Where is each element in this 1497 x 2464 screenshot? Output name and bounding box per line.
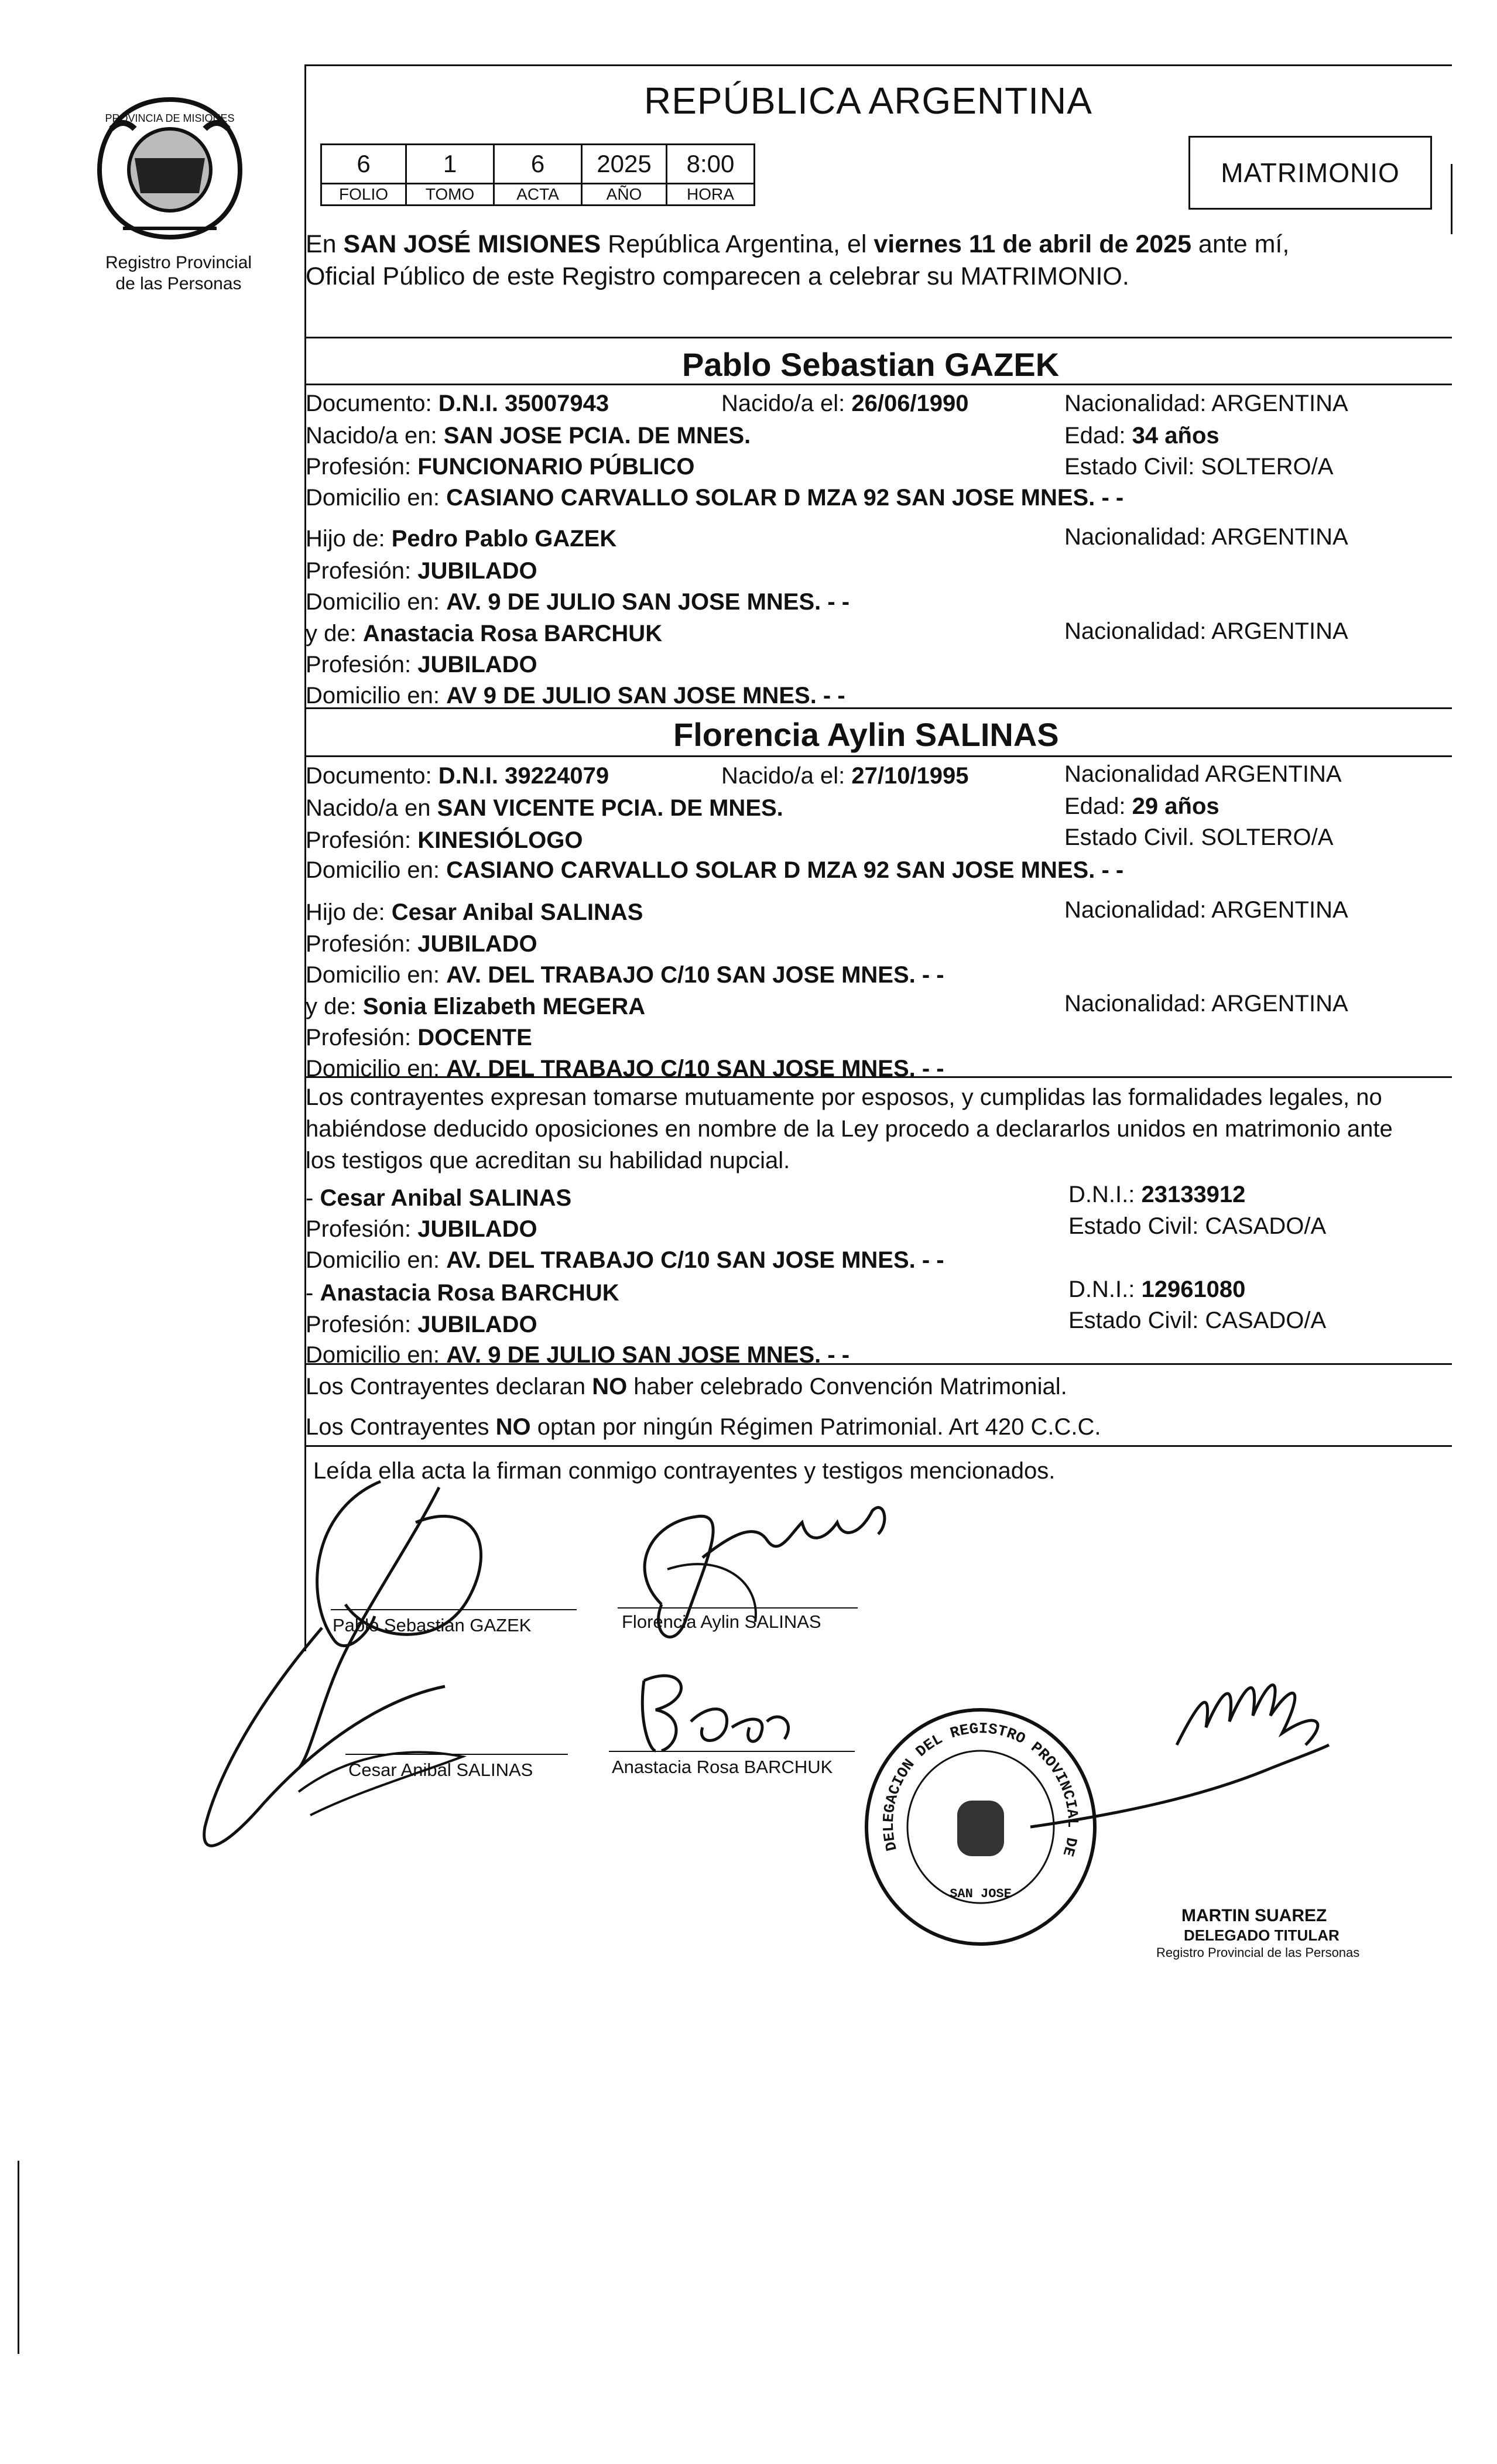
witness-2-civil-status: Estado Civil: CASADO/A — [1068, 1308, 1327, 1333]
bride-address: Domicilio en: CASIANO CARVALLO SOLAR D MZA 92 SAN JOSE MNES. - - — [306, 857, 1124, 883]
signature-caption-bride: Florencia Aylin SALINAS — [622, 1611, 821, 1632]
groom-name-underline — [304, 384, 1452, 385]
bride-father-nationality: Nacionalidad: ARGENTINA — [1064, 897, 1348, 923]
acta-value: 6 — [494, 145, 582, 184]
logo-caption-line2: de las Personas — [115, 274, 242, 293]
official-title: DELEGADO TITULAR — [1184, 1926, 1340, 1944]
groom-civil-status: Estado Civil: SOLTERO/A — [1064, 454, 1334, 480]
bride-mother-profession: Profesión: DOCENTE — [306, 1025, 532, 1050]
document-title: REPÚBLICA ARGENTINA — [644, 80, 1092, 122]
witness-1-address: Domicilio en: AV. DEL TRABAJO C/10 SAN JOSE MNES. - - — [306, 1247, 944, 1273]
year-label: AÑO — [582, 184, 667, 206]
bride-age: Edad: 29 años — [1064, 793, 1219, 819]
bride-name-underline — [304, 755, 1452, 757]
bride-document: Documento: D.N.I. 39224079 — [306, 763, 609, 789]
groom-nationality: Nacionalidad: ARGENTINA — [1064, 391, 1348, 416]
hour-label: HORA — [667, 184, 755, 206]
signature-witness2 — [632, 1663, 808, 1768]
folio-value: 6 — [321, 145, 406, 184]
groom-profession: Profesión: FUNCIONARIO PÚBLICO — [306, 454, 695, 480]
declaration-line-2: habiéndose deducido oposiciones en nombre de la Ley procedo a declararlos unidos en matrimonio ante — [306, 1116, 1393, 1142]
groom-mother-nationality: Nacionalidad: ARGENTINA — [1064, 618, 1348, 644]
witness-2-address: Domicilio en: AV. 9 DE JULIO SAN JOSE MNES. - - — [306, 1342, 850, 1368]
svg-text:SAN JOSE: SAN JOSE — [950, 1887, 1012, 1901]
official-org: Registro Provincial de las Personas — [1156, 1945, 1360, 1960]
witness-1-name: - Cesar Anibal SALINAS — [306, 1185, 572, 1211]
frame-right-border — [1451, 164, 1453, 234]
bride-mother-address: Domicilio en: AV. DEL TRABAJO C/10 SAN JOSE MNES. - - — [306, 1056, 944, 1082]
groom-address: Domicilio en: CASIANO CARVALLO SOLAR D MZA 92 SAN JOSE MNES. - - — [306, 485, 1124, 511]
bride-father: Hijo de: Cesar Anibal SALINAS — [306, 899, 643, 925]
bride-nationality: Nacionalidad ARGENTINA — [1064, 761, 1342, 787]
acta-reference-table — [320, 143, 755, 206]
witness-1-dni: D.N.I.: 23133912 — [1068, 1182, 1246, 1207]
groom-birth-date: Nacido/a el: 26/06/1990 — [721, 391, 969, 416]
bride-name: Florencia Aylin SALINAS — [673, 716, 1059, 753]
signature-groom — [193, 1464, 603, 1885]
declaration-line-1: Los contrayentes expresan tomarse mutuamente por esposos, y cumplidas las formalidades legales, no — [306, 1084, 1382, 1110]
witness-2-profession: Profesión: JUBILADO — [306, 1312, 537, 1337]
official-name: MARTIN SUAREZ — [1181, 1906, 1327, 1925]
groom-father-profession: Profesión: JUBILADO — [306, 558, 537, 584]
groom-father-nationality: Nacionalidad: ARGENTINA — [1064, 524, 1348, 550]
groom-name: Pablo Sebastian GAZEK — [682, 346, 1060, 383]
groom-father: Hijo de: Pedro Pablo GAZEK — [306, 526, 617, 552]
tomo-label: TOMO — [406, 184, 494, 206]
groom-document: Documento: D.N.I. 35007943 — [306, 391, 609, 416]
groom-birth-place: Nacido/a en: SAN JOSE PCIA. DE MNES. — [306, 423, 751, 449]
bride-birth-date: Nacido/a el: 27/10/1995 — [721, 763, 969, 789]
logo-caption-line1: Registro Provincial — [105, 253, 252, 272]
intro-line-2: Oficial Público de este Registro comparecen a celebrar su MATRIMONIO. — [306, 262, 1129, 290]
signature-bride — [615, 1487, 907, 1663]
divider-after-convention — [304, 1445, 1452, 1447]
bride-civil-status: Estado Civil. SOLTERO/A — [1064, 824, 1334, 850]
witness-1-profession: Profesión: JUBILADO — [306, 1216, 537, 1242]
bride-father-address: Domicilio en: AV. DEL TRABAJO C/10 SAN JOSE MNES. - - — [306, 962, 944, 988]
reading-line: Leída ella acta la firman conmigo contrayentes y testigos mencionados. — [313, 1458, 1056, 1484]
registry-stamp — [853, 1691, 1104, 1950]
intro-line-1: En SAN JOSÉ MISIONES República Argentina, el viernes 11 de abril de 2025 ante mí, — [306, 230, 1290, 258]
logo-seal-text: PROVINCIA DE MISIONES — [105, 112, 235, 124]
left-margin-mark — [18, 2161, 19, 2354]
witness-2-name: - Anastacia Rosa BARCHUK — [306, 1280, 619, 1306]
acta-label: ACTA — [494, 184, 582, 206]
act-type-box: MATRIMONIO — [1188, 136, 1432, 210]
witness-1-civil-status: Estado Civil: CASADO/A — [1068, 1213, 1327, 1239]
groom-mother-profession: Profesión: JUBILADO — [306, 652, 537, 677]
groom-mother-address: Domicilio en: AV 9 DE JULIO SAN JOSE MNES. - - — [306, 683, 845, 709]
signature-caption-groom: Pablo Sebastian GAZEK — [333, 1615, 532, 1635]
convention-line-1: Los Contrayentes declaran NO haber celebrado Convención Matrimonial. — [306, 1374, 1067, 1399]
hour-value: 8:00 — [667, 145, 755, 184]
svg-text:DELEGACION DEL REGISTRO PROVIN: DELEGACION DEL REGISTRO PROVINCIAL DE LAS PERSONAS — [853, 1691, 1082, 1859]
signature-caption-witness1: Cesar Anibal SALINAS — [348, 1760, 533, 1780]
divider-after-intro — [304, 337, 1452, 338]
groom-age: Edad: 34 años — [1064, 423, 1219, 449]
bride-profession: Profesión: KINESIÓLOGO — [306, 827, 583, 853]
signature-caption-witness2: Anastacia Rosa BARCHUK — [612, 1757, 833, 1777]
witness-2-dni: D.N.I.: 12961080 — [1068, 1277, 1246, 1302]
tomo-value: 1 — [406, 145, 494, 184]
frame-top-border — [304, 64, 1452, 66]
bride-mother-nationality: Nacionalidad: ARGENTINA — [1064, 991, 1348, 1017]
bride-father-profession: Profesión: JUBILADO — [306, 931, 537, 957]
groom-mother: y de: Anastacia Rosa BARCHUK — [306, 621, 663, 646]
coat-of-arms-logo — [88, 94, 252, 246]
year-value: 2025 — [582, 145, 667, 184]
folio-label: FOLIO — [321, 184, 406, 206]
groom-father-address: Domicilio en: AV. 9 DE JULIO SAN JOSE MNES. - - — [306, 589, 850, 615]
bride-birth-place: Nacido/a en SAN VICENTE PCIA. DE MNES. — [306, 795, 783, 821]
declaration-line-3: los testigos que acreditan su habilidad nupcial. — [306, 1148, 790, 1173]
bride-mother: y de: Sonia Elizabeth MEGERA — [306, 994, 646, 1019]
convention-line-2: Los Contrayentes NO optan por ningún Régimen Patrimonial. Art 420 C.C.C. — [306, 1414, 1101, 1440]
